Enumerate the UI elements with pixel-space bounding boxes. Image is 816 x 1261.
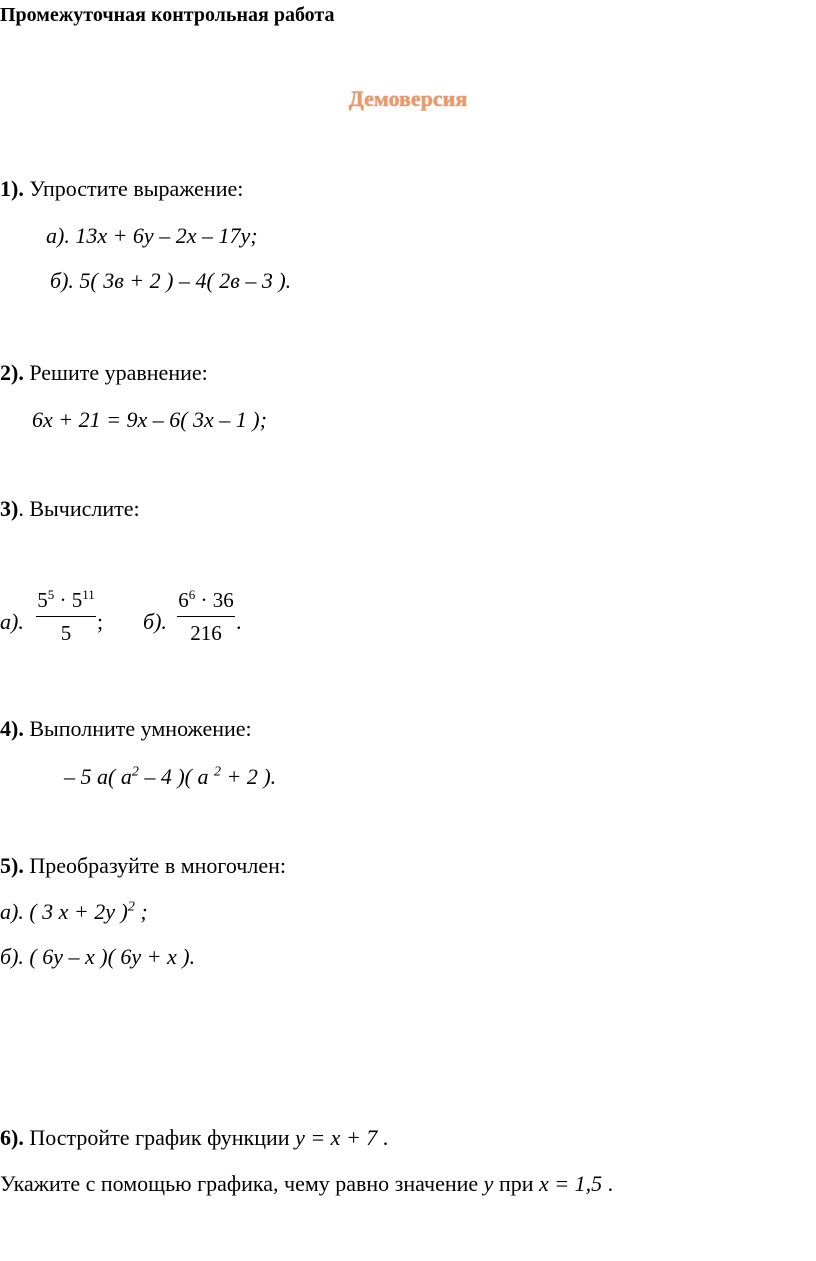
task-5a-part1: а). ( 3 x + 2y ): [0, 899, 128, 924]
task-3b-dot: ·: [195, 588, 213, 612]
task-6-number: 6).: [0, 1125, 24, 1150]
task-2-number: 2).: [0, 360, 24, 385]
task-4-exp2: 2: [213, 764, 221, 780]
task-3-number: 3): [0, 496, 19, 521]
task-3-heading: [0, 496, 140, 522]
task-5-number: 5).: [0, 853, 24, 878]
task-5-heading: [0, 853, 286, 879]
task-4-part1: – 5 a( a: [64, 764, 132, 789]
task-6-end: .: [377, 1125, 389, 1150]
task-6-line2-cond: x = 1,5: [538, 1171, 603, 1196]
task-6-heading: [0, 1125, 388, 1151]
task-3a-exp1: 5: [47, 587, 55, 602]
task-3b-label: б).: [143, 609, 167, 634]
task-3a-separator: ;: [97, 609, 104, 634]
task-3b-exp: 6: [188, 587, 196, 602]
task-2-heading: [0, 360, 208, 386]
task-3a-fraction-bar: [36, 616, 96, 617]
task-3a-exp2: 11: [82, 587, 95, 602]
task-5a-expression: [0, 899, 148, 925]
task-6-line2-var: y: [483, 1171, 494, 1196]
task-5b-expression: б). ( 6y – x )( 6y + x ).: [0, 944, 196, 969]
task-1-text: Упростите выражение:: [23, 176, 244, 201]
task-3b-numerator: [177, 588, 235, 613]
task-3a-numerator: [36, 588, 96, 613]
task-3a-base2: 5: [71, 588, 83, 612]
task-4-number: 4).: [0, 716, 24, 741]
task-6-function: y = x + 7: [295, 1125, 378, 1150]
task-2-text: Решите уравнение:: [23, 360, 208, 385]
task-5-text: Преобразуйте в многочлен:: [23, 853, 287, 878]
task-4-expression: [64, 764, 276, 790]
task-3-text: . Вычислите:: [18, 496, 140, 521]
task-6-line2-mid: при: [493, 1171, 539, 1196]
task-3b-base: 6: [178, 588, 189, 612]
task-2-equation: 6x + 21 = 9x – 6( 3x – 1 );: [32, 407, 267, 432]
task-5a-exp: 2: [127, 899, 135, 915]
task-3b-rest: 36: [212, 588, 234, 612]
task-6-line2: [0, 1171, 613, 1197]
task-3a-fraction: [36, 588, 96, 646]
document-title: Промежуточная контрольная работа: [0, 4, 335, 26]
task-5a-part2: ;: [134, 899, 148, 924]
task-6-line2-end: .: [602, 1171, 614, 1196]
task-1a-expression: а). 13x + 6y – 2x – 17y;: [46, 223, 258, 248]
task-4-text: Выполните умножение:: [23, 716, 252, 741]
task-6-text: Постройте график функции: [23, 1125, 296, 1150]
task-6-line2-text: Укажите с помощью графика, чему равно значение: [0, 1171, 484, 1196]
task-1b-expression: б). 5( 3в + 2 ) – 4( 2в – 3 ).: [50, 268, 292, 293]
task-1-heading: [0, 176, 243, 202]
task-1-number: 1).: [0, 176, 24, 201]
task-3a-denominator: 5: [60, 621, 72, 645]
task-3a-label: а).: [0, 609, 24, 634]
task-3b-fraction-bar: [177, 616, 235, 617]
task-4-heading: [0, 716, 252, 742]
task-4-part3: + 2 ).: [220, 764, 277, 789]
task-3a-dot: ·: [54, 588, 72, 612]
task-4-part2: – 4 )( a: [138, 764, 214, 789]
task-3b-fraction: [177, 588, 235, 646]
document-subtitle: Демоверсия: [348, 86, 468, 111]
task-3b-denominator: 216: [190, 621, 222, 645]
task-3a-base1: 5: [37, 588, 48, 612]
task-4-exp1: 2: [131, 764, 139, 780]
task-3b-end: .: [236, 609, 242, 634]
